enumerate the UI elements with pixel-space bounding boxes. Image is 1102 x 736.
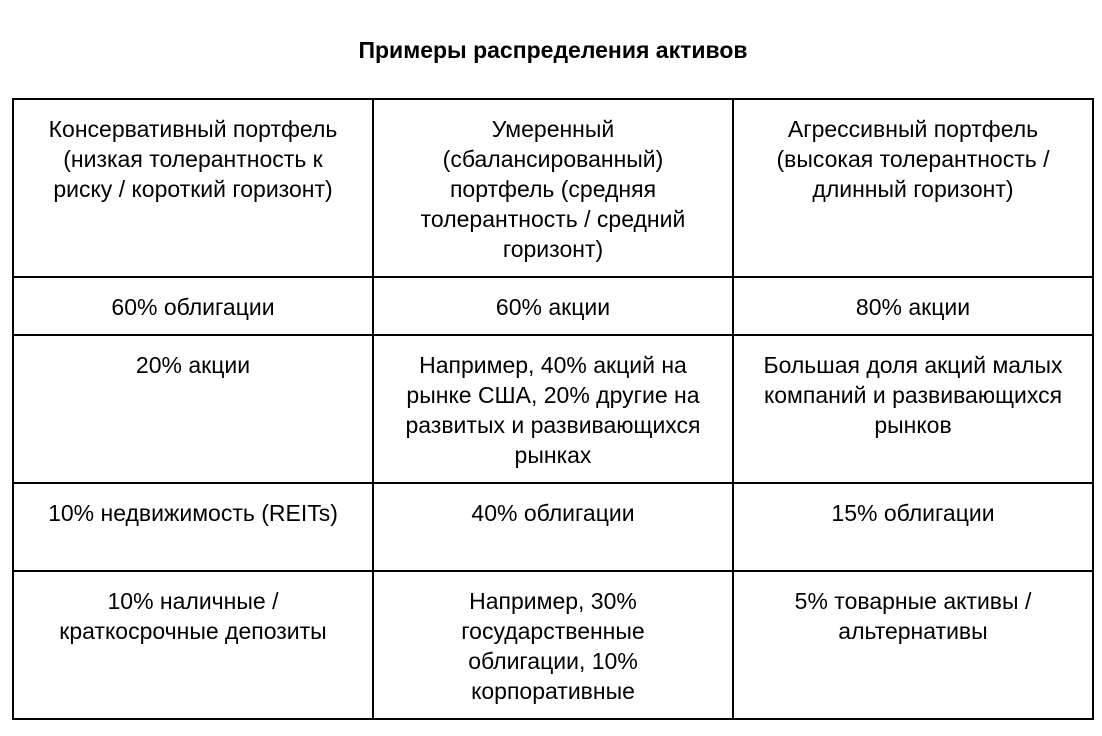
header-cell-aggressive xyxy=(733,99,1093,277)
cell-text: 80% акции xyxy=(855,294,971,320)
table-row xyxy=(13,483,1093,571)
table-cell xyxy=(733,483,1093,571)
table-cell xyxy=(733,277,1093,335)
header-text: Консервативный портфель (низкая толерантность к риску / короткий горизонт) xyxy=(48,116,338,202)
cell-text: 60% акции xyxy=(495,294,611,320)
table-cell xyxy=(13,483,373,571)
header-cell-conservative xyxy=(13,99,373,277)
page-title: Примеры распределения активов xyxy=(358,37,748,63)
table-row xyxy=(13,335,1093,483)
cell-text: 10% наличные / краткосрочные депозиты xyxy=(59,588,327,644)
table-cell xyxy=(733,335,1093,483)
table-header-row xyxy=(13,99,1093,277)
table-cell xyxy=(13,335,373,483)
table-row xyxy=(13,571,1093,719)
cell-text: Например, 40% акций на рынке США, 20% другие на развитых и развивающихся рынках xyxy=(405,352,701,468)
header-text: Агрессивный портфель (высокая толерантность / длинный горизонт) xyxy=(776,116,1050,202)
table-cell xyxy=(373,483,733,571)
cell-text: 5% товарные активы / альтернативы xyxy=(794,588,1032,644)
allocation-table xyxy=(12,98,1094,720)
table-cell xyxy=(373,335,733,483)
cell-text: 15% облигации xyxy=(831,500,995,526)
cell-text: 20% акции xyxy=(135,352,251,378)
table-row xyxy=(13,277,1093,335)
cell-text: 40% облигации xyxy=(471,500,635,526)
header-text: Умеренный (сбалансированный) портфель (средняя толерантность / средний горизонт) xyxy=(420,116,686,262)
cell-text: 60% облигации xyxy=(111,294,275,320)
cell-text: Большая доля акций малых компаний и развивающихся рынков xyxy=(763,352,1063,438)
table-cell xyxy=(373,571,733,719)
table-cell xyxy=(373,277,733,335)
header-cell-moderate xyxy=(373,99,733,277)
table-cell xyxy=(733,571,1093,719)
cell-text: Например, 30% государственные облигации, 10% корпоративные xyxy=(461,588,645,704)
table-cell xyxy=(13,277,373,335)
cell-text: 10% недвижимость (REITs) xyxy=(48,500,338,526)
table-cell xyxy=(13,571,373,719)
